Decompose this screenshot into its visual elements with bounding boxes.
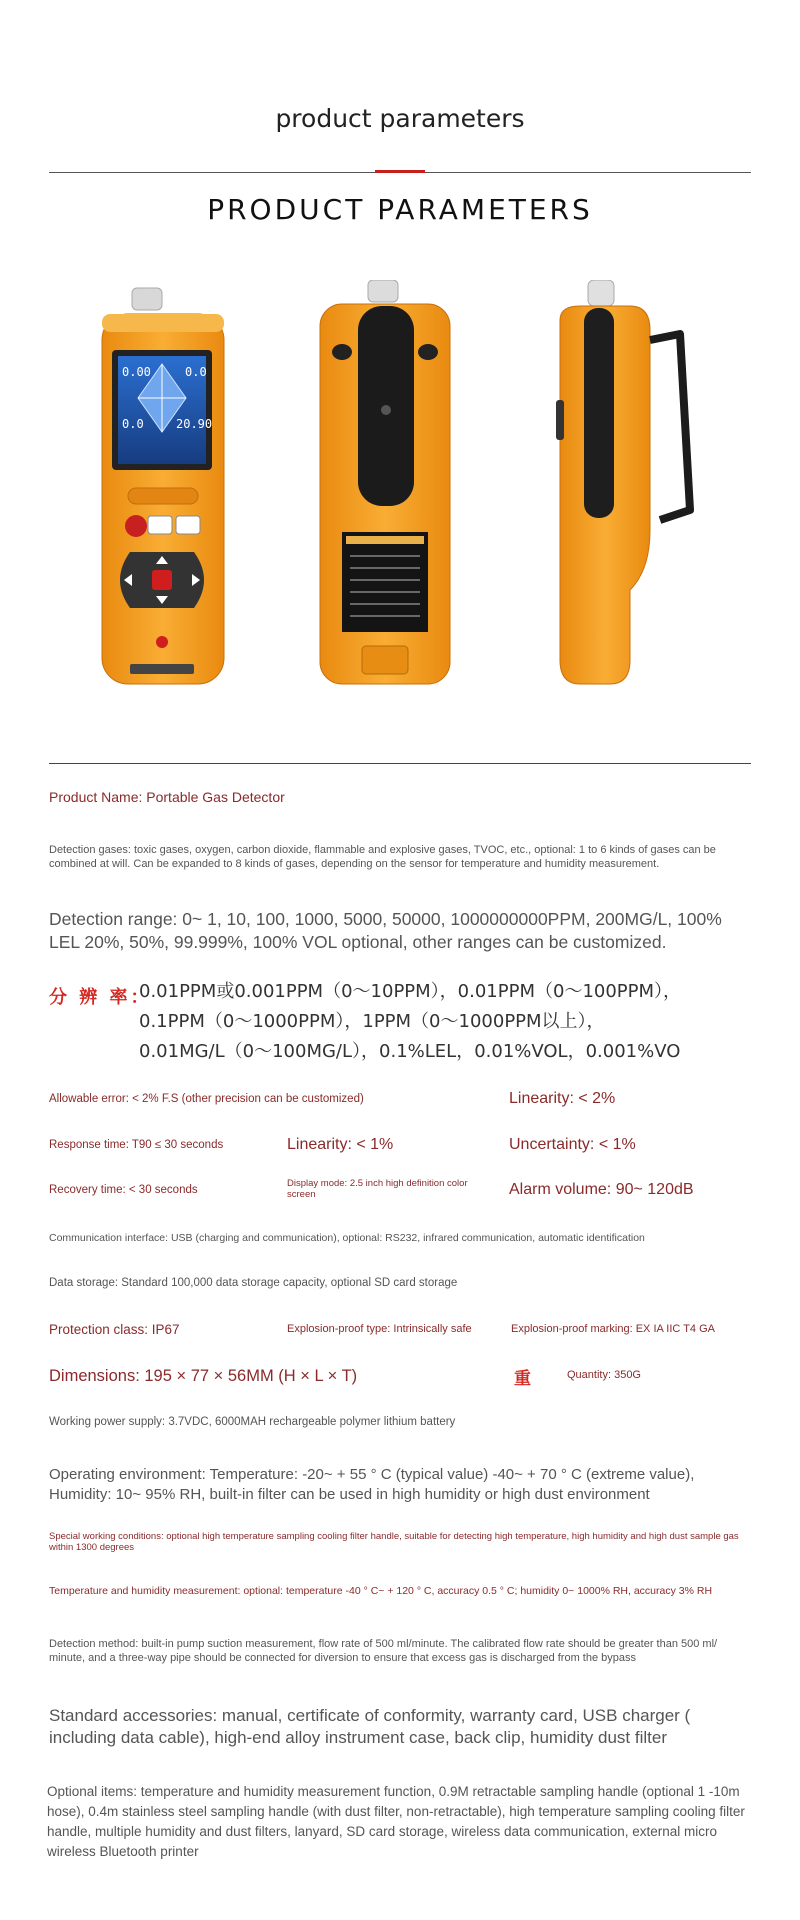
resolution-label: 分 辨 率： xyxy=(49,987,152,1008)
screen-value-lel: 0.0 xyxy=(122,417,144,431)
product-images xyxy=(90,280,730,700)
screen-value-o2: 20.90 xyxy=(176,417,213,431)
explosion-proof-type: Explosion-proof type: Intrinsically safe xyxy=(287,1323,472,1335)
product-name: Product Name: Portable Gas Detector xyxy=(49,789,285,805)
screen-value-co: 0.00 xyxy=(122,365,151,379)
divider xyxy=(49,763,751,764)
communication-interface: Communication interface: USB (charging and communication), optional: RS232, infrared communication, automatic identification xyxy=(49,1232,645,1244)
recovery-time: Recovery time: < 30 seconds xyxy=(49,1184,198,1196)
special-working-conditions: Special working conditions: optional high temperature sampling cooling filter handle, suitable for detecting high temperature, high humidity and high dust sample gas within 1300 degrees xyxy=(49,1531,739,1553)
uncertainty: Uncertainty: < 1% xyxy=(509,1136,636,1153)
explosion-proof-marking: Explosion-proof marking: EX IA IIC T4 GA xyxy=(511,1323,715,1335)
detection-range: Detection range: 0~ 1, 10, 100, 1000, 5000, 50000, 1000000000PPM, 200MG/L, 100% LEL 20%, 50%, 99.999%, 100% VOL optional, other ranges can be customized. xyxy=(49,909,722,952)
quantity: Quantity: 350G xyxy=(567,1369,641,1381)
alarm-volume: Alarm volume: 90~ 120dB xyxy=(509,1181,694,1198)
device-back-view xyxy=(320,280,450,684)
standard-accessories: Standard accessories: manual, certificate of conformity, warranty card, USB charger ( including data cable), high-end alloy instrument case, back clip, humidity dust filter xyxy=(49,1706,691,1747)
operating-environment: Operating environment: Temperature: -20~ + 55 ° C (typical value) -40~ + 70 ° C (extreme value), Humidity: 10~ 95% RH, built-in filter can be used in high humidity or high dust environment xyxy=(49,1466,695,1503)
display-mode: Display mode: 2.5 inch high definition color screen xyxy=(287,1178,468,1200)
page-title-small: product parameters xyxy=(275,104,525,133)
resolution-line: 0.01MG/L（0～100MG/L），0.1%LEL，0.01%VOL，0.001%VO xyxy=(139,1041,681,1062)
linearity: Linearity: < 1% xyxy=(287,1136,394,1153)
screen-value-h2s: 0.0 xyxy=(185,365,207,379)
allowable-error: Allowable error: < 2% F.S (other precision can be customized) xyxy=(49,1093,364,1105)
temperature-humidity-measurement: Temperature and humidity measurement: optional: temperature -40 ° C~ + 120 ° C, accuracy 0.5 ° C; humidity 0~ 1000% RH, accuracy 3% RH xyxy=(49,1585,713,1597)
response-time: Response time: T90 ≤ 30 seconds xyxy=(49,1139,224,1151)
dimensions: Dimensions: 195 × 77 × 56MM (H × L × T) xyxy=(49,1367,358,1385)
page-title: PRODUCT PARAMETERS xyxy=(207,193,593,226)
optional-items: Optional items: temperature and humidity measurement function, 0.9M retractable sampling handle (optional 1 -10m hose), 0.4m stainless steel sampling handle (with dust filter, non-retractable), high temperature sampling cooling filter handle, multiple humidity and dust filters, lanyard, SD card storage, wireless data communication, external micro wireless Bluetooth printer xyxy=(47,1784,745,1859)
weight-label: 重 xyxy=(514,1369,531,1389)
resolution-line: 0.01PPM或0.001PPM（0～10PPM），0.01PPM（0～100PPM）， xyxy=(139,981,682,1002)
detection-gases: Detection gases: toxic gases, oxygen, carbon dioxide, flammable and explosive gases, TVOC, etc., optional: 1 to 6 kinds of gases can be combined at will. Can be expanded to 8 kinds of gases, depending on the sensor for temperature and humidity measurement. xyxy=(49,844,716,870)
linearity: Linearity: < 2% xyxy=(509,1090,616,1107)
accent-bar xyxy=(375,170,425,173)
protection-class: Protection class: IP67 xyxy=(49,1322,180,1337)
device-front-view xyxy=(102,288,224,684)
device-side-view xyxy=(556,280,690,684)
resolution-line: 0.1PPM（0～1000PPM），1PPM（0～1000PPM以上）， xyxy=(139,1011,605,1032)
working-power-supply: Working power supply: 3.7VDC, 6000MAH rechargeable polymer lithium battery xyxy=(49,1416,456,1428)
detection-method: Detection method: built-in pump suction measurement, flow rate of 500 ml/minute. The calibrated flow rate should be greater than 500 ml/ minute, and a three-way pipe should be connected for diversion to ensure that excess gas is discharged from the bypass xyxy=(49,1638,718,1664)
data-storage: Data storage: Standard 100,000 data storage capacity, optional SD card storage xyxy=(49,1277,458,1289)
